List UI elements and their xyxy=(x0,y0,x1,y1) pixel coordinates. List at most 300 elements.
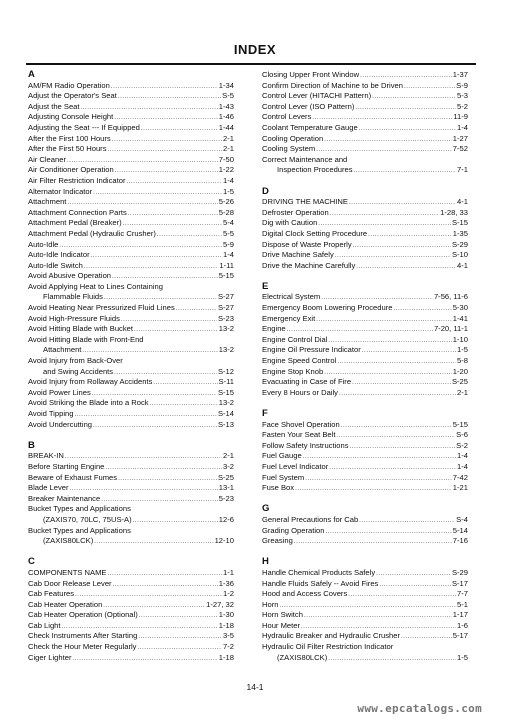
footer-watermark-url: www.epcatalogs.com xyxy=(357,702,482,715)
index-entry-text: Alternator Indicator xyxy=(28,186,93,196)
index-entry-text: Correct Maintenance and xyxy=(262,154,348,164)
index-entry xyxy=(28,292,234,303)
index-entry-text: Auto-Idle Indicator xyxy=(28,250,90,260)
index-entry-text: Engine Control Dial xyxy=(262,334,328,344)
index-entry xyxy=(262,91,468,102)
index-entry-page: 2-1 xyxy=(223,451,234,461)
dot-leader xyxy=(121,315,217,325)
index-entry-page: 1-17 xyxy=(452,610,468,620)
index-entry-page: S-10 xyxy=(451,250,468,260)
dot-leader xyxy=(353,241,451,251)
index-entry-text: Attachment Pedal (Breaker) xyxy=(28,218,122,228)
index-entry-page: 1-5 xyxy=(457,652,468,662)
dot-leader xyxy=(62,622,218,632)
index-entry-text: Handle Chemical Products Safely xyxy=(262,567,376,577)
index-entry-page: 4-1 xyxy=(457,260,468,270)
index-entry-page: 7-56, 11-6 xyxy=(433,292,468,302)
index-entry xyxy=(262,589,468,600)
index-entry xyxy=(28,631,234,642)
dot-leader xyxy=(112,135,222,145)
index-entry-text: Defroster Operation xyxy=(262,207,329,217)
index-entry xyxy=(28,589,234,600)
index-entry xyxy=(262,324,468,335)
index-entry-text: Horn xyxy=(262,599,279,609)
index-entry xyxy=(28,208,234,219)
index-entry-page: 3-5 xyxy=(223,631,234,641)
dot-leader xyxy=(316,145,452,155)
index-entry-text: Before Starting Engine xyxy=(28,461,105,471)
index-entry-page: 1-5 xyxy=(457,345,468,355)
index-entry-text: Confirm Direction of Machine to be Driven xyxy=(262,80,403,90)
dot-leader xyxy=(324,135,452,145)
index-entry-text: Cab Features xyxy=(28,589,75,599)
dot-leader xyxy=(72,654,217,664)
index-entry-page: 5-2 xyxy=(457,101,468,111)
index-entry xyxy=(262,610,468,621)
index-entry xyxy=(28,367,234,378)
index-entry-page: 1-37 xyxy=(452,70,468,79)
index-entry-page: 5-4 xyxy=(223,218,234,228)
dot-leader xyxy=(336,431,455,441)
index-entry-page: S-29 xyxy=(451,239,468,249)
index-entry xyxy=(28,314,234,325)
dot-leader xyxy=(128,209,218,219)
index-entry xyxy=(262,197,468,208)
dot-leader xyxy=(318,219,451,229)
index-entry-text: Blade Lever xyxy=(28,483,69,493)
index-entry-page: 2-1 xyxy=(223,133,234,143)
index-entry-page: S-27 xyxy=(217,303,234,313)
index-entry xyxy=(28,165,234,176)
index-entry-page: 1-43 xyxy=(218,101,234,111)
index-entry-page: 1-35 xyxy=(452,228,468,238)
index-entry xyxy=(262,483,468,494)
index-entry-page: 5-8 xyxy=(457,356,468,366)
index-entry-page: 4-1 xyxy=(457,197,468,207)
index-entry-text: Follow Safety Instructions xyxy=(262,440,349,450)
index-entry xyxy=(28,600,234,611)
index-entry xyxy=(28,271,234,282)
dot-leader xyxy=(133,516,218,526)
dot-leader xyxy=(104,293,217,303)
index-entry-page: 1-4 xyxy=(457,451,468,461)
dot-leader xyxy=(303,452,456,462)
index-entry xyxy=(28,261,234,272)
index-entry-text: Face Shovel Operation xyxy=(262,419,340,429)
index-entry-page: 1-28, 33 xyxy=(440,207,468,217)
index-entry-text: Fuel Gauge xyxy=(262,451,302,461)
index-entry xyxy=(28,134,234,145)
dot-leader xyxy=(287,325,433,335)
index-entry xyxy=(28,504,234,515)
index-entry-page: 13-2 xyxy=(218,398,234,408)
index-entry xyxy=(262,430,468,441)
index-entry-page: 7-1 xyxy=(457,165,468,175)
dot-leader xyxy=(305,474,452,484)
index-column-left xyxy=(28,70,234,663)
index-entry-page: 1-30 xyxy=(218,610,234,620)
index-entry xyxy=(262,568,468,579)
index-entry-page: 1-4 xyxy=(457,122,468,132)
index-entry-page: 7-50 xyxy=(218,154,234,164)
index-entry-page: S-29 xyxy=(451,567,468,577)
index-entry-page: 7-16 xyxy=(452,536,468,546)
index-entry-page: S-17 xyxy=(451,578,468,588)
index-entry xyxy=(28,398,234,409)
index-entry-text: Breaker Maintenance xyxy=(28,493,101,503)
dot-leader xyxy=(349,198,456,208)
dot-leader xyxy=(111,82,218,92)
index-entry-page: S-15 xyxy=(451,218,468,228)
dot-leader xyxy=(401,632,452,642)
index-entry xyxy=(28,282,234,293)
index-entry xyxy=(28,324,234,335)
dot-leader xyxy=(348,590,456,600)
index-entry xyxy=(28,176,234,187)
index-entry-text: Bucket Types and Applications xyxy=(28,525,131,535)
index-entry-page: 1-20 xyxy=(452,366,468,376)
dot-leader xyxy=(304,611,452,621)
index-entry-text: Drive Machine Safely xyxy=(262,250,334,260)
index-entry-text: Digital Clock Setting Procedure xyxy=(262,228,368,238)
index-entry-text: Hour Meter xyxy=(262,620,300,630)
dot-leader xyxy=(67,198,217,208)
section-letter: G xyxy=(262,503,270,515)
index-entry-page: 1-1 xyxy=(223,567,234,577)
index-entry xyxy=(28,91,234,102)
index-entry-text: Avoid Undercutting xyxy=(28,419,93,429)
index-entry-page: 1-22 xyxy=(218,165,234,175)
section-letter: D xyxy=(262,185,269,197)
page-title: INDEX xyxy=(233,42,277,57)
index-entry-page: S-27 xyxy=(217,292,234,302)
index-entry-page: 7-20, 11-1 xyxy=(433,324,468,334)
index-column-right xyxy=(262,70,468,663)
index-entry-page: 1-46 xyxy=(218,112,234,122)
index-entry-page: 11-9 xyxy=(453,112,468,122)
index-entry xyxy=(28,218,234,229)
dot-leader xyxy=(321,293,433,303)
dot-leader xyxy=(75,590,222,600)
index-entry-text: Engine xyxy=(262,324,286,334)
index-entry-text: Hydraulic Breaker and Hydraulic Crusher xyxy=(262,631,401,641)
dot-leader xyxy=(376,569,451,579)
index-entry-page: S-2 xyxy=(456,440,468,450)
index-entry-page: 1-21 xyxy=(452,483,468,493)
index-entry xyxy=(28,81,234,92)
dot-leader xyxy=(301,622,456,632)
index-entry xyxy=(28,240,234,251)
index-entry-text: Horn Switch xyxy=(262,610,303,620)
index-entry-text: Fuel Level Indicator xyxy=(262,461,329,471)
dot-leader xyxy=(74,410,216,420)
section-gap xyxy=(28,430,234,441)
dot-leader xyxy=(103,601,205,611)
index-entry-text: Adjust the Seat xyxy=(28,101,80,111)
index-entry-page: 7-7 xyxy=(457,589,468,599)
index-entry-text: Grading Operation xyxy=(262,525,325,535)
index-entry-page: 5-28 xyxy=(218,207,234,217)
index-entry xyxy=(262,165,468,176)
index-entry-text: Evacuating in Case of Fire xyxy=(262,377,352,387)
dot-leader xyxy=(359,516,455,526)
dot-leader xyxy=(65,452,222,462)
dot-leader xyxy=(279,601,456,611)
index-entry xyxy=(28,451,234,462)
index-entry xyxy=(262,81,468,92)
index-entry-page: 7-42 xyxy=(452,472,468,482)
index-entry xyxy=(262,134,468,145)
index-entry-text: Every 8 Hours or Daily xyxy=(262,387,338,397)
index-entry xyxy=(28,494,234,505)
index-entry xyxy=(262,155,468,166)
dot-leader xyxy=(360,71,452,81)
dot-leader xyxy=(328,654,456,664)
index-entry-text: Fasten Your Seat Belt xyxy=(262,430,336,440)
index-entry-page: 1-27, 32 xyxy=(206,599,234,609)
index-entry-text: Dispose of Waste Properly xyxy=(262,239,352,249)
index-entry-page: 1-34 xyxy=(218,80,234,90)
index-entry xyxy=(262,356,468,367)
index-entry xyxy=(28,345,234,356)
index-entry-text: Cab Heater Operation (Optional) xyxy=(28,610,138,620)
index-entry-text: and Swing Accidents xyxy=(43,366,114,376)
index-entry xyxy=(28,250,234,261)
index-entry-text: After the First 100 Hours xyxy=(28,133,111,143)
index-entry-text: Avoid Hitting Blade with Bucket xyxy=(28,324,133,334)
index-entry-page: 1-10 xyxy=(452,334,468,344)
index-entry-page: 1-41 xyxy=(452,313,468,323)
index-entry-page: 5-9 xyxy=(223,239,234,249)
index-entry-text: Hood and Access Covers xyxy=(262,589,348,599)
dot-leader xyxy=(316,315,452,325)
index-entry xyxy=(262,536,468,547)
index-entry-text: Avoid Applying Heat to Lines Containing xyxy=(28,281,163,291)
dot-leader xyxy=(295,484,452,494)
section-letter: C xyxy=(28,556,35,568)
dot-leader xyxy=(93,421,217,431)
index-entry-text: (ZAXIS80LCK) xyxy=(43,536,94,546)
index-entry xyxy=(262,653,468,664)
index-entry xyxy=(262,377,468,388)
index-entry-page: 1-6 xyxy=(457,620,468,630)
index-entry-page: 5-1 xyxy=(457,599,468,609)
index-entry-text: Bucket Types and Applications xyxy=(28,504,131,514)
dot-leader xyxy=(393,304,451,314)
index-entry-text: Dig with Caution xyxy=(262,218,318,228)
index-entry xyxy=(28,112,234,123)
index-entry xyxy=(28,197,234,208)
dot-leader xyxy=(350,442,456,452)
index-entry-page: 5-5 xyxy=(223,228,234,238)
index-entry-page: 1-18 xyxy=(218,620,234,630)
index-entry-page: S-15 xyxy=(217,387,234,397)
index-entry-text: Fuel System xyxy=(262,472,305,482)
index-entry-text: Coolant Temperature Gauge xyxy=(262,122,358,132)
index-entry xyxy=(28,483,234,494)
dot-leader xyxy=(91,251,222,261)
index-entry-text: COMPONENTS NAME xyxy=(28,567,107,577)
index-entry-page: 5-30 xyxy=(452,303,468,313)
index-entry xyxy=(262,621,468,632)
dot-leader xyxy=(81,103,218,113)
section-gap xyxy=(262,271,468,282)
index-entry-text: Cooling Operation xyxy=(262,133,324,143)
index-entry-text: Avoid Injury from Rollaway Accidents xyxy=(28,377,153,387)
section-letter: E xyxy=(262,280,269,292)
index-entry-page: 2-1 xyxy=(457,387,468,397)
index-entry xyxy=(28,409,234,420)
dot-leader xyxy=(359,124,456,134)
index-entry-page: S-4 xyxy=(456,514,468,524)
index-entry xyxy=(262,451,468,462)
index-entry-text: Air Filter Restriction Indicator xyxy=(28,175,126,185)
dot-leader xyxy=(141,124,218,134)
index-entry xyxy=(28,526,234,537)
index-entry-page: 12-6 xyxy=(218,514,234,524)
index-entry-text: Avoid Injury from Back-Over xyxy=(28,356,123,366)
index-entry xyxy=(262,208,468,219)
dot-leader xyxy=(93,188,222,198)
index-entry-page: 1-27 xyxy=(452,133,468,143)
index-entry xyxy=(262,229,468,240)
dot-leader xyxy=(157,230,222,240)
index-entry-text: DRIVING THE MACHINE xyxy=(262,197,348,207)
dot-leader xyxy=(176,304,217,314)
index-entry xyxy=(28,515,234,526)
index-entry-page: 1-4 xyxy=(223,175,234,185)
dot-leader xyxy=(339,389,456,399)
dot-leader xyxy=(118,474,217,484)
section-letter: H xyxy=(262,556,269,568)
index-entry xyxy=(262,600,468,611)
index-entry xyxy=(28,642,234,653)
index-entry-text: Handle Fluids Safely -- Avoid Fires xyxy=(262,578,379,588)
dot-leader xyxy=(294,537,452,547)
dot-leader xyxy=(341,421,452,431)
index-entry-text: Drive the Machine Carefully xyxy=(262,260,356,270)
dot-leader xyxy=(372,92,456,102)
dot-leader xyxy=(118,92,221,102)
index-entry xyxy=(262,345,468,356)
section-gap xyxy=(262,398,468,409)
index-entry-page: 12-10 xyxy=(214,536,234,546)
index-entry xyxy=(28,536,234,547)
dot-leader xyxy=(126,177,222,187)
dot-leader xyxy=(92,389,217,399)
index-entry-page: S-11 xyxy=(218,377,234,387)
section-gap xyxy=(262,547,468,558)
index-entry xyxy=(28,356,234,367)
index-entry xyxy=(262,123,468,134)
dot-leader xyxy=(84,262,218,272)
index-entry xyxy=(28,229,234,240)
index-entry xyxy=(28,610,234,621)
dot-leader xyxy=(330,209,439,219)
index-entry-page: 5-17 xyxy=(452,631,468,641)
index-entry-text: After the First 50 Hours xyxy=(28,144,107,154)
dot-leader xyxy=(362,346,456,356)
index-entry-text: Adjusting Console Height xyxy=(28,112,114,122)
dot-leader xyxy=(139,611,218,621)
index-entry-text: Air Conditioner Operation xyxy=(28,165,114,175)
dot-leader xyxy=(324,368,452,378)
index-entry xyxy=(28,388,234,399)
index-entry-page: 5-26 xyxy=(218,197,234,207)
dot-leader xyxy=(82,346,217,356)
index-entry-text: Control Lever (ISO Pattern) xyxy=(262,101,355,111)
dot-leader xyxy=(404,82,455,92)
dot-leader xyxy=(94,537,213,547)
index-entry-text: Check Instruments After Starting xyxy=(28,631,138,641)
index-entry xyxy=(262,631,468,642)
index-entry-page: S-25 xyxy=(451,377,468,387)
index-entry xyxy=(28,123,234,134)
index-entry xyxy=(28,187,234,198)
index-entry-text: Attachment Pedal (Hydraulic Crusher) xyxy=(28,228,156,238)
index-entry-text: Engine Speed Control xyxy=(262,356,337,366)
index-entry xyxy=(28,102,234,113)
index-entry xyxy=(28,377,234,388)
index-entry-text: Attachment xyxy=(43,345,82,355)
dot-leader xyxy=(107,569,222,579)
index-entry xyxy=(262,292,468,303)
index-entry xyxy=(262,70,468,81)
index-entry-text: Adjusting the Seat --- If Equipped xyxy=(28,122,140,132)
page-number: 14-1 xyxy=(246,682,264,692)
index-entry-page: S-13 xyxy=(217,419,234,429)
index-entry-page: 1-18 xyxy=(218,652,234,662)
index-entry xyxy=(262,261,468,272)
index-entry-page: 1-4 xyxy=(457,461,468,471)
index-entry-text: Emergency Exit xyxy=(262,313,316,323)
dot-leader xyxy=(138,632,222,642)
index-entry-text: Engine Oil Pressure Indicator xyxy=(262,345,361,355)
index-entry-page: 13-2 xyxy=(218,345,234,355)
index-entry-page: 2-1 xyxy=(223,144,234,154)
dot-leader xyxy=(59,241,222,251)
index-entry-text: Hydraulic Oil Filter Restriction Indicator xyxy=(262,642,394,652)
index-entry-text: (ZAXIS70, 70LC, 75US-A) xyxy=(43,514,132,524)
index-entry-text: Avoid Striking the Blade into a Rock xyxy=(28,398,149,408)
index-entry-text: Avoid Abusive Operation xyxy=(28,271,112,281)
index-entry-page: 1-44 xyxy=(218,122,234,132)
index-entry-text: AM/FM Radio Operation xyxy=(28,80,110,90)
index-entry-text: Inspection Procedures xyxy=(277,165,353,175)
index-entry-page: S-5 xyxy=(222,91,234,101)
index-entry xyxy=(262,112,468,123)
dot-leader xyxy=(114,368,217,378)
section-gap xyxy=(262,494,468,505)
dot-leader xyxy=(70,484,218,494)
dot-leader xyxy=(108,145,223,155)
index-entry-text: Attachment xyxy=(28,197,67,207)
index-entry xyxy=(28,335,234,346)
index-entry-text: Air Cleaner xyxy=(28,154,66,164)
index-entry xyxy=(262,526,468,537)
index-entry-text: Ciger Lighter xyxy=(28,652,72,662)
index-entry-text: Control Levers xyxy=(262,112,312,122)
dot-leader xyxy=(105,463,222,473)
dot-leader xyxy=(101,495,218,505)
index-entry xyxy=(262,303,468,314)
index-entry-page: S-9 xyxy=(456,80,468,90)
section-letter: B xyxy=(28,439,35,451)
index-entry xyxy=(262,102,468,113)
index-entry xyxy=(28,144,234,155)
index-entry-page: 1-11 xyxy=(219,260,234,270)
index-entry-page: 5-23 xyxy=(218,493,234,503)
